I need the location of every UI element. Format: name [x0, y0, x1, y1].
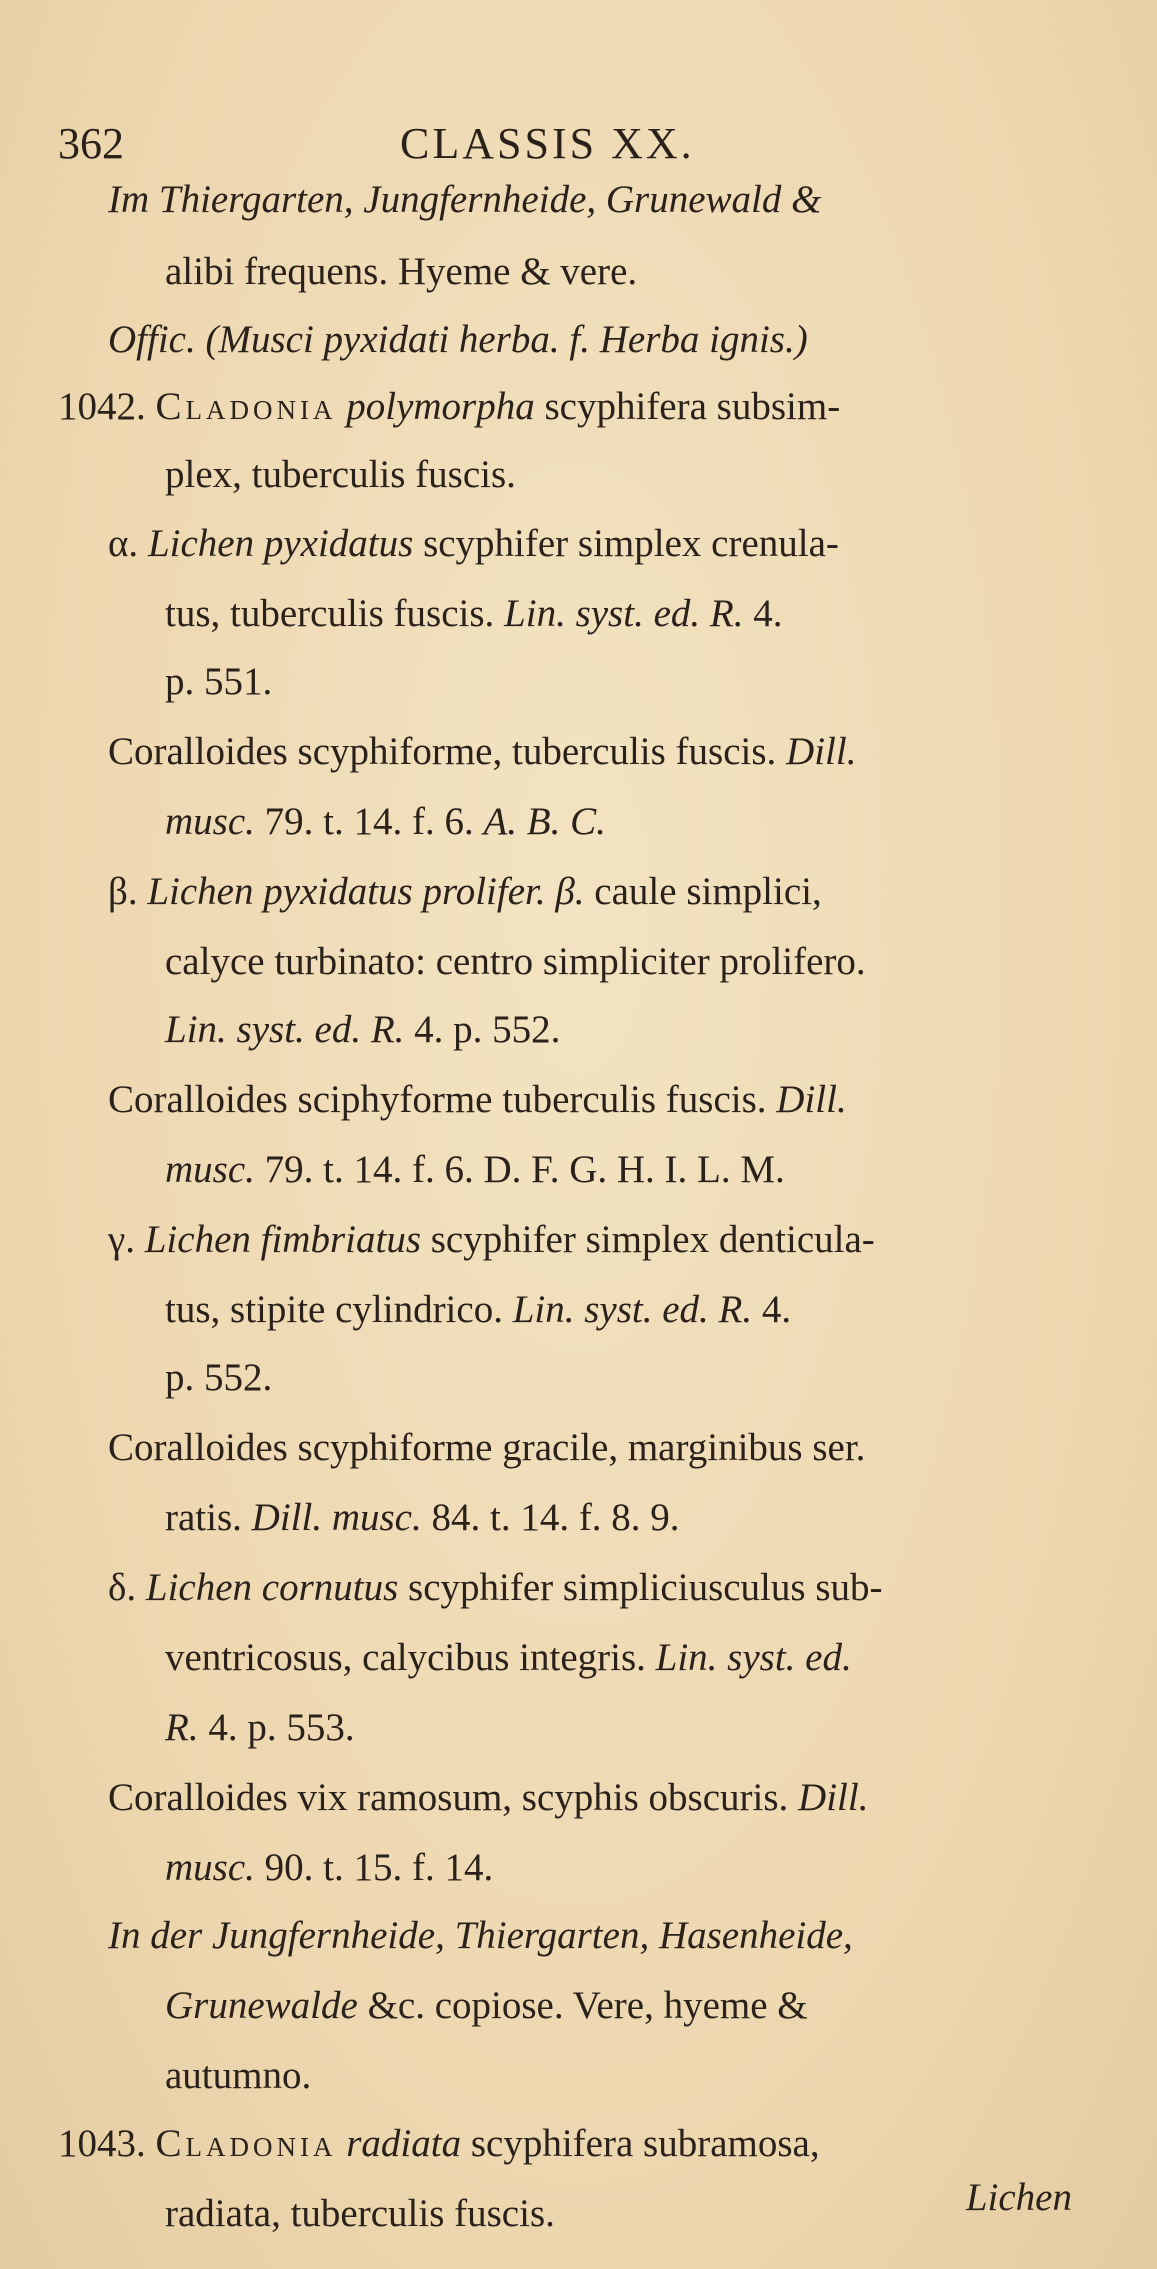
- text-line: [165, 1986, 808, 2025]
- text-span: scyphifer simplex crenula-: [413, 522, 839, 565]
- text-line: [108, 1778, 868, 1817]
- text-line: [108, 1220, 875, 1259]
- text-line: [165, 1010, 560, 1049]
- text-line: p. 552.: [165, 1356, 273, 1399]
- text-line: calyce turbinato: centro simpliciter prolifero.: [165, 940, 866, 983]
- text-span: Dill. musc.: [251, 1496, 422, 1539]
- text-line: [165, 1498, 680, 1537]
- text-span: musc.: [165, 1148, 255, 1191]
- text-span: 90. t. 15. f. 14.: [254, 1846, 494, 1889]
- text-span: In der Jungfernheide, Thiergarten, Hasenheide,: [108, 1914, 853, 1957]
- text-line: [165, 1848, 493, 1887]
- text-span: Lin. syst. ed.: [655, 1636, 852, 1679]
- text-span: tus, stipite cylindrico.: [165, 1288, 513, 1331]
- text-span: ratis.: [165, 1496, 252, 1539]
- text-line: [58, 2124, 820, 2163]
- text-span: 4. p. 552.: [404, 1008, 561, 1051]
- text-line: alibi frequens. Hyeme & vere.: [165, 250, 638, 293]
- text-span: 79. t. 14. f. 6. D. F. G. H. I. L. M.: [254, 1148, 785, 1191]
- page-header: [0, 118, 1157, 178]
- text-span: 79. t. 14. f. 6.: [254, 800, 484, 843]
- catchword: Lichen: [965, 2176, 1072, 2219]
- text-span: caule simplici,: [584, 870, 822, 913]
- text-line: [165, 1290, 791, 1329]
- text-span: Lin. syst. ed. R.: [165, 1008, 405, 1051]
- text-line: [58, 387, 840, 426]
- text-line: Im Thiergarten, Jungfernheide, Grunewald &: [108, 178, 822, 221]
- text-span: scyphifera subramosa,: [461, 2122, 820, 2165]
- text-line: [165, 802, 606, 841]
- text-span: Lichen cornutus: [145, 1566, 399, 1609]
- text-line: radiata, tuberculis fuscis.: [165, 2192, 555, 2235]
- text-line: [108, 1916, 853, 1955]
- text-span: Lichen pyxidatus prolifer. β.: [147, 870, 585, 913]
- text-span: 1042.: [58, 385, 156, 428]
- text-span: 4.: [752, 1288, 792, 1331]
- text-span: scyphifer simplex denticula-: [421, 1218, 875, 1261]
- text-span: [337, 2122, 347, 2165]
- text-span: Lin. syst. ed. R.: [504, 592, 744, 635]
- text-span: γ.: [108, 1218, 145, 1261]
- text-line: p. 551.: [165, 660, 273, 703]
- text-span: Cladonia: [155, 2122, 337, 2165]
- text-span: Dill.: [798, 1776, 869, 1819]
- text-span: musc.: [165, 800, 255, 843]
- text-line: Offic. (Musci pyxidati herba. f. Herba ignis.): [108, 318, 808, 361]
- text-span: Lichen fimbriatus: [144, 1218, 421, 1261]
- text-span: 84. t. 14. f. 8. 9.: [421, 1496, 680, 1539]
- text-line: autumno.: [165, 2054, 312, 2097]
- text-span: Coralloides sciphyforme tuberculis fuscis.: [108, 1078, 777, 1121]
- text-span: Dill.: [786, 730, 857, 773]
- text-span: β.: [108, 870, 148, 913]
- text-span: Lichen pyxidatus: [147, 522, 414, 565]
- text-span: tus, tuberculis fuscis.: [165, 592, 505, 635]
- text-span: scyphifer simpliciusculus sub-: [398, 1566, 883, 1609]
- page-number: 362: [58, 119, 124, 168]
- text-line: [165, 1638, 852, 1677]
- text-span: R.: [165, 1706, 199, 1749]
- text-line: [108, 732, 856, 771]
- text-line: [165, 1150, 785, 1189]
- text-line: [165, 594, 782, 633]
- text-line: Coralloides scyphiforme gracile, marginibus ser.: [108, 1426, 866, 1469]
- text-span: Cladonia: [155, 385, 337, 428]
- text-span: scyphifera subsim-: [534, 385, 841, 428]
- text-span: A. B. C.: [483, 800, 606, 843]
- text-span: polymorpha: [346, 385, 535, 428]
- text-span: Grunewalde: [165, 1984, 358, 2027]
- text-span: Coralloides scyphiforme, tuberculis fuscis.: [108, 730, 787, 773]
- text-span: ventricosus, calycibus integris.: [165, 1636, 656, 1679]
- text-span: Dill.: [776, 1078, 847, 1121]
- text-line: [165, 1708, 355, 1747]
- text-line: [108, 1568, 882, 1607]
- text-span: 4.: [743, 592, 783, 635]
- text-span: musc.: [165, 1846, 255, 1889]
- text-line: [108, 524, 839, 563]
- text-line: plex, tuberculis fuscis.: [165, 453, 516, 496]
- text-span: Coralloides vix ramosum, scyphis obscuris.: [108, 1776, 799, 1819]
- text-span: α.: [108, 522, 148, 565]
- text-line: [108, 1080, 847, 1119]
- text-span: [337, 385, 347, 428]
- text-span: &c. copiose. Vere, hyeme &: [357, 1984, 808, 2027]
- text-span: δ.: [108, 1566, 146, 1609]
- text-span: Lin. syst. ed. R.: [512, 1288, 753, 1331]
- text-span: radiata: [346, 2122, 462, 2165]
- text-line: [108, 872, 822, 911]
- running-head: CLASSIS XX.: [400, 119, 695, 168]
- text-span: 4. p. 553.: [198, 1706, 355, 1749]
- text-span: 1043.: [58, 2122, 156, 2165]
